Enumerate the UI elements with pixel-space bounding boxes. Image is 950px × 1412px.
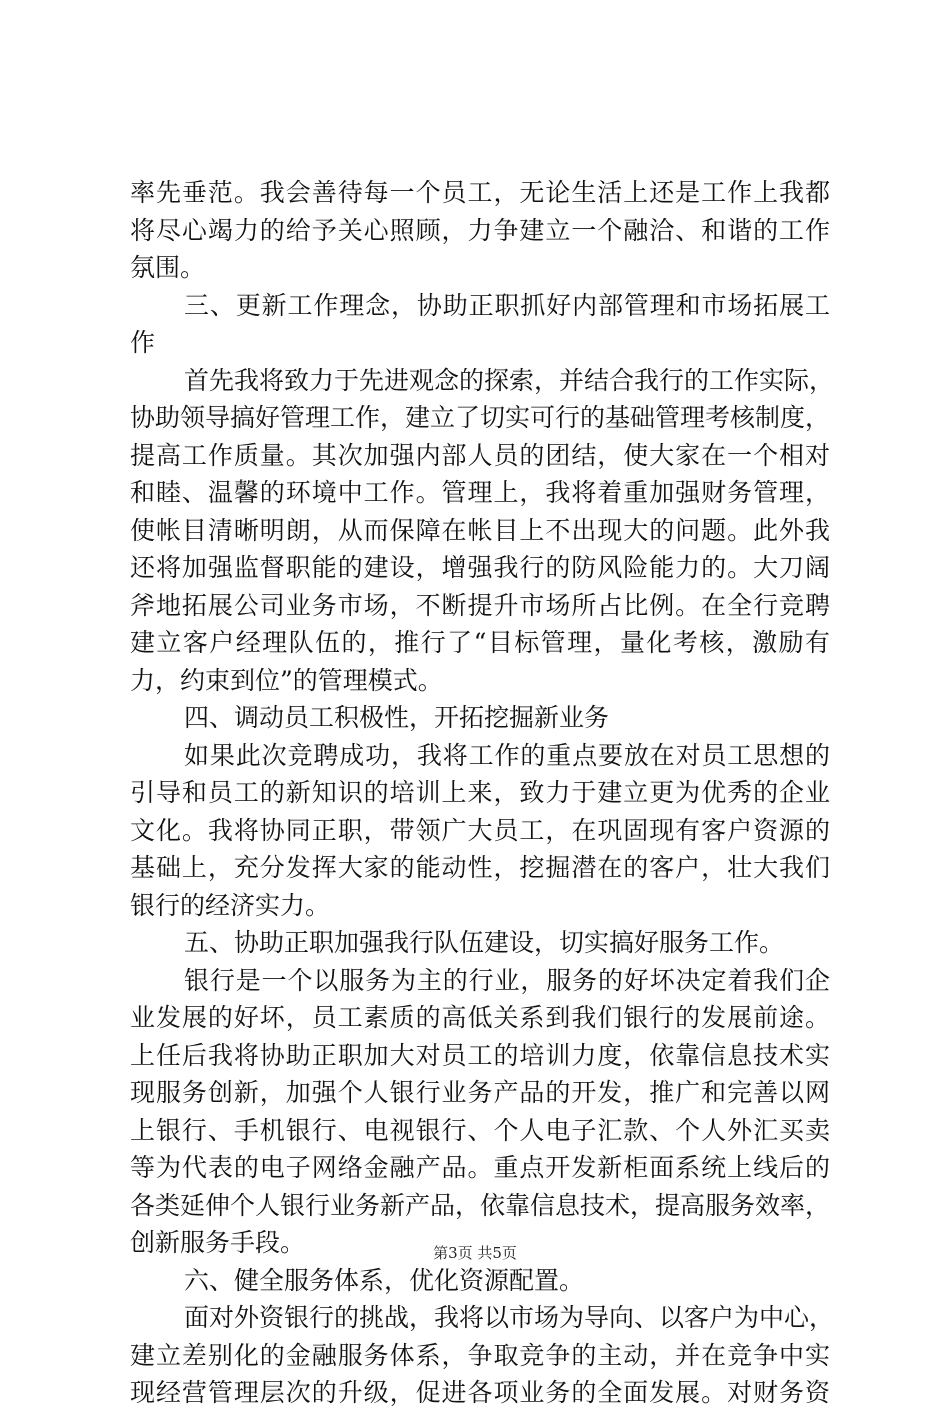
section-heading: 四、调动员工积极性，开拓挖掘新业务 (184, 703, 610, 732)
text-line: 各类延伸个人银行业务新产品，依靠信息技术，提高服务效率， (130, 1190, 831, 1220)
text-line: 力，约束到位”的管理模式。 (130, 665, 443, 695)
text-line: 现经营管理层次的升级，促进各项业务的全面发展。对财务资 (130, 1378, 830, 1407)
text-line: 银行的经济实力。 (130, 890, 331, 920)
text-line: 将尽心竭力的给予关心照顾，力争建立一个融洽、和谐的工作 (130, 215, 830, 245)
text-line: 协助领导搞好管理工作，建立了切实可行的基础管理考核制度， (130, 403, 831, 432)
section-heading: 五、协助正职加强我行队伍建设，切实搞好服务工作。 (184, 928, 785, 957)
text-line: 引导和员工的新知识的培训上来，致力于建立更为优秀的企业 (130, 778, 830, 807)
text-line: 现服务创新，加强个人银行业务产品的开发，推广和完善以网 (130, 1078, 830, 1107)
text-line: 氛围。 (130, 253, 206, 282)
text-line: 首先我将致力于先进观念的探索，并结合我行的工作实际， (184, 365, 835, 395)
text-line: 等为代表的电子网络金融产品。重点开发新柜面系统上线后的 (130, 1153, 830, 1182)
text-line: 建立客户经理队伍的，推行了“目标管理，量化考核，激励有 (130, 628, 830, 657)
text-line: 上任后我将协助正职加大对员工的培训力度，依靠信息技术实 (130, 1040, 830, 1070)
text-line: 文化。我将协同正职，带领广大员工，在巩固现有客户资源的 (130, 815, 830, 845)
text-line: 建立差别化的金融服务体系，争取竞争的主动，并在竞争中实 (130, 1340, 830, 1370)
text-line: 还将加强监督职能的建设，增强我行的防风险能力的。大刀阔 (130, 553, 830, 582)
page-number-footer: 第3页 共5页 (433, 1244, 517, 1262)
section-heading: 三、更新工作理念，协助正职抓好内部管理和市场拓展工 (184, 290, 830, 320)
text-line: 率先垂范。我会善待每一个员工，无论生活上还是工作上我都 (130, 178, 830, 207)
text-line: 上银行、手机银行、电视银行、个人电子汇款、个人外汇买卖 (130, 1115, 830, 1145)
text-line: 斧地拓展公司业务市场，不断提升市场所占比例。在全行竞聘 (130, 590, 830, 620)
text-line: 提高工作质量。其次加强内部人员的团结，使大家在一个相对 (130, 440, 830, 470)
text-line: 创新服务手段。 (130, 1228, 306, 1257)
text-line: 基础上，充分发挥大家的能动性，挖掘潜在的客户，壮大我们 (130, 853, 830, 882)
section-heading-continued: 作 (130, 328, 156, 357)
text-line: 和睦、温馨的环境中工作。管理上，我将着重加强财务管理， (130, 478, 830, 507)
text-line: 面对外资银行的挑战，我将以市场为导向、以客户为中心， (184, 1303, 835, 1332)
document-body (130, 174, 835, 1412)
section-heading: 六、健全服务体系，优化资源配置。 (184, 1265, 585, 1295)
text-line: 使帐目清晰明朗，从而保障在帐目上不出现大的问题。此外我 (130, 515, 830, 545)
text-line: 业发展的好坏，员工素质的高低关系到我们银行的发展前途。 (130, 1003, 830, 1032)
text-line: 如果此次竞聘成功，我将工作的重点要放在对员工思想的 (184, 740, 830, 770)
text-line: 银行是一个以服务为主的行业，服务的好坏决定着我们企 (184, 965, 830, 995)
